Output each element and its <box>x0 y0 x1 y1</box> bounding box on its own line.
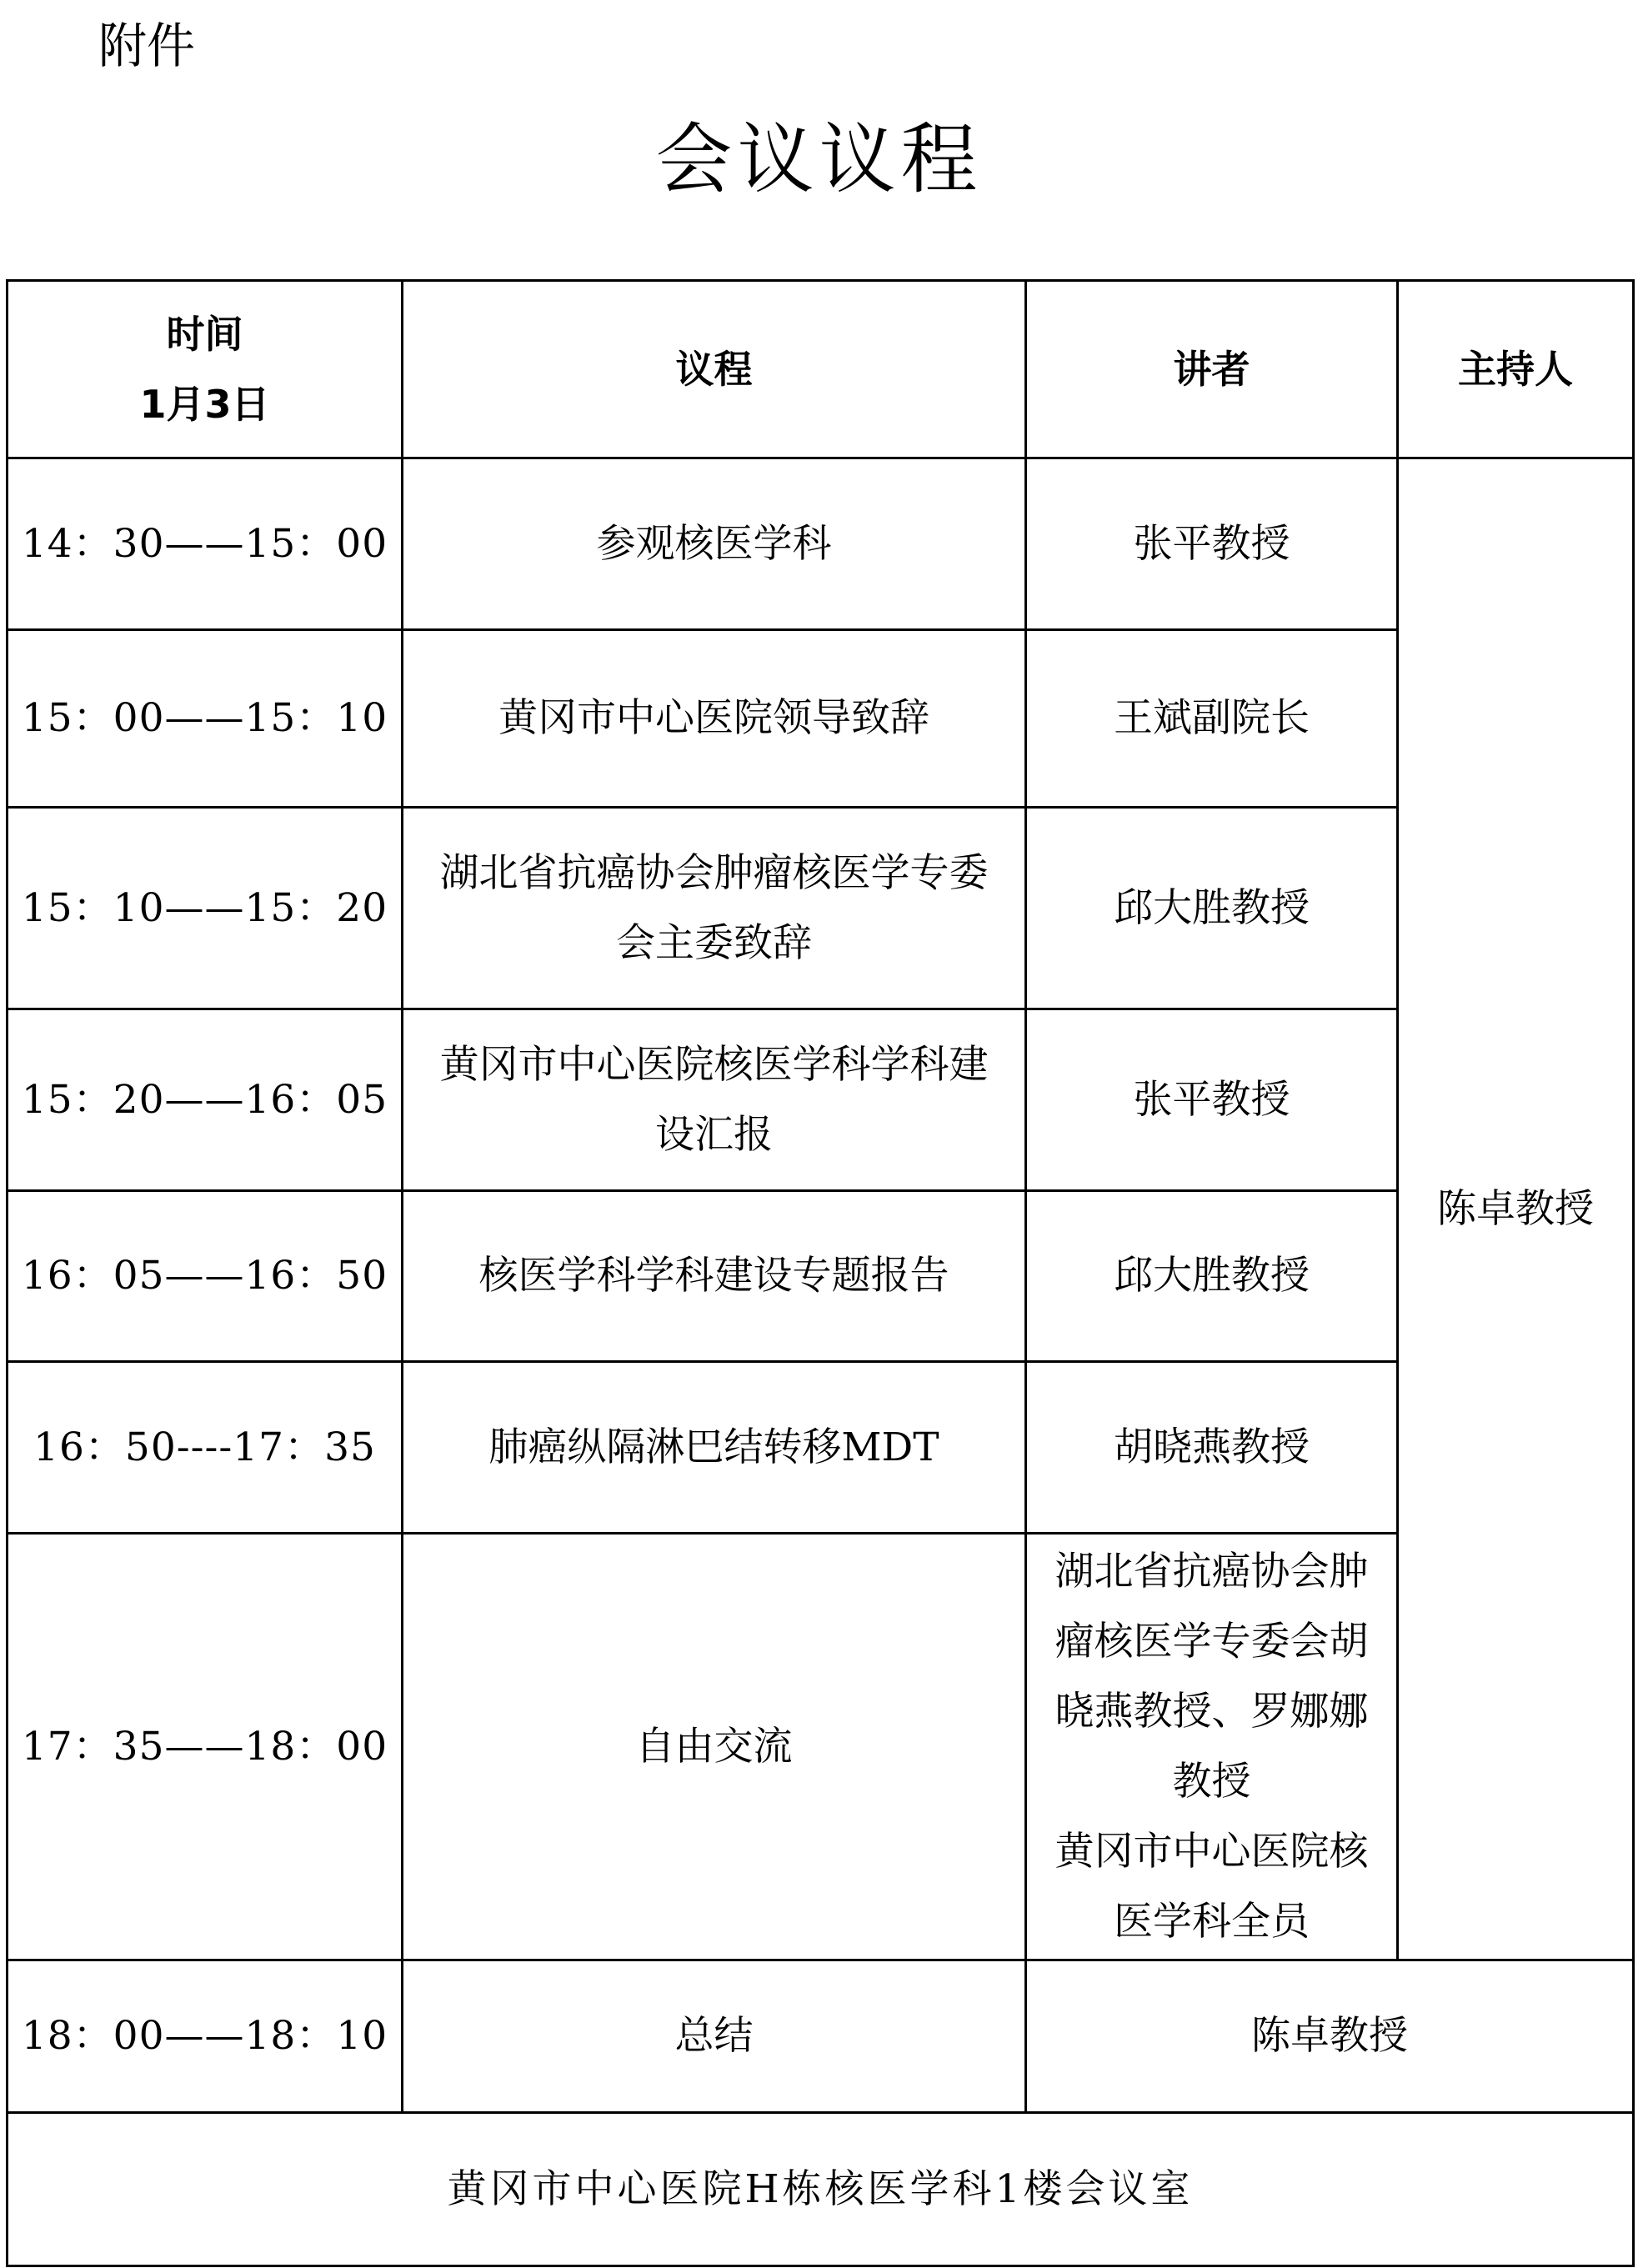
header-time-label: 时间 <box>166 312 243 357</box>
summary-row <box>8 1960 1634 2113</box>
speaker-line: 王斌副院长 <box>1114 695 1310 741</box>
venue-row <box>8 2113 1634 2266</box>
host-cell: 陈卓教授 <box>1398 458 1634 1960</box>
agenda-row <box>8 1362 1634 1534</box>
row-agenda <box>403 1534 1026 1960</box>
summary-time: 18：00——18：10 <box>8 1960 403 2113</box>
row-agenda <box>403 1191 1026 1362</box>
speaker-line: 医学科全员 <box>1114 1898 1310 1945</box>
header-agenda: 议程 <box>403 281 1026 458</box>
agenda-row <box>8 1534 1634 1960</box>
header-speaker: 讲者 <box>1026 281 1398 458</box>
summary-speaker: 陈卓教授 <box>1026 1960 1634 2113</box>
agenda-line: 黄冈市中心医院核医学科学科建 <box>439 1041 989 1088</box>
speaker-line: 邱大胜教授 <box>1114 1253 1310 1299</box>
agenda-row <box>8 458 1634 630</box>
agenda-row <box>8 630 1634 808</box>
row-speaker <box>1026 808 1398 1009</box>
row-time: 15：20——16：05 <box>8 1009 403 1191</box>
row-speaker <box>1026 630 1398 808</box>
agenda-table <box>6 279 1635 2267</box>
speaker-line: 湖北省抗癌协会肿 <box>1054 1548 1369 1595</box>
venue: 黄冈市中心医院H栋核医学科1楼会议室 <box>8 2113 1634 2266</box>
row-speaker <box>1026 1534 1398 1960</box>
agenda-line: 自由交流 <box>635 1723 793 1770</box>
row-speaker <box>1026 1362 1398 1534</box>
row-agenda <box>403 808 1026 1009</box>
row-agenda <box>403 458 1026 630</box>
agenda-line: 湖北省抗癌协会肿瘤核医学专委 <box>439 849 989 896</box>
agenda-row <box>8 1009 1634 1191</box>
agenda-line: 设汇报 <box>655 1111 773 1158</box>
row-time: 15：10——15：20 <box>8 808 403 1009</box>
agenda-line: 黄冈市中心医院领导致辞 <box>498 695 929 741</box>
summary-agenda: 总结 <box>403 1960 1026 2113</box>
speaker-line: 邱大胜教授 <box>1114 884 1310 931</box>
speaker-line: 张平教授 <box>1133 520 1290 567</box>
page-title: 会议议程 <box>655 115 983 204</box>
header-time-cell <box>8 281 403 458</box>
agenda-line: 会主委致辞 <box>616 919 812 966</box>
agenda-line: 核医学科学科建设专题报告 <box>478 1253 949 1299</box>
row-agenda <box>403 630 1026 808</box>
header-date: 1月3日 <box>139 382 270 427</box>
row-speaker <box>1026 458 1398 630</box>
row-speaker <box>1026 1009 1398 1191</box>
agenda-row <box>8 1191 1634 1362</box>
row-time: 16：50----17：35 <box>8 1362 403 1534</box>
agenda-line: 肺癌纵隔淋巴结转移MDT <box>488 1424 939 1470</box>
speaker-line: 晓燕教授、罗娜娜 <box>1054 1688 1369 1735</box>
row-time: 17：35——18：00 <box>8 1534 403 1960</box>
speaker-line: 教授 <box>1172 1758 1251 1805</box>
row-time: 14：30——15：00 <box>8 458 403 630</box>
header-host: 主持人 <box>1398 281 1634 458</box>
row-agenda <box>403 1009 1026 1191</box>
row-agenda <box>403 1362 1026 1534</box>
speaker-line: 瘤核医学专委会胡 <box>1054 1618 1369 1665</box>
row-speaker <box>1026 1191 1398 1362</box>
agenda-line: 参观核医学科 <box>596 520 832 567</box>
speaker-line: 张平教授 <box>1133 1076 1290 1123</box>
header-row <box>8 281 1634 458</box>
row-time: 15：00——15：10 <box>8 630 403 808</box>
row-time: 16：05——16：50 <box>8 1191 403 1362</box>
speaker-line: 胡晓燕教授 <box>1114 1424 1310 1470</box>
agenda-row <box>8 808 1634 1009</box>
attachment-label: 附件 <box>98 18 196 74</box>
speaker-line: 黄冈市中心医院核 <box>1054 1828 1369 1875</box>
